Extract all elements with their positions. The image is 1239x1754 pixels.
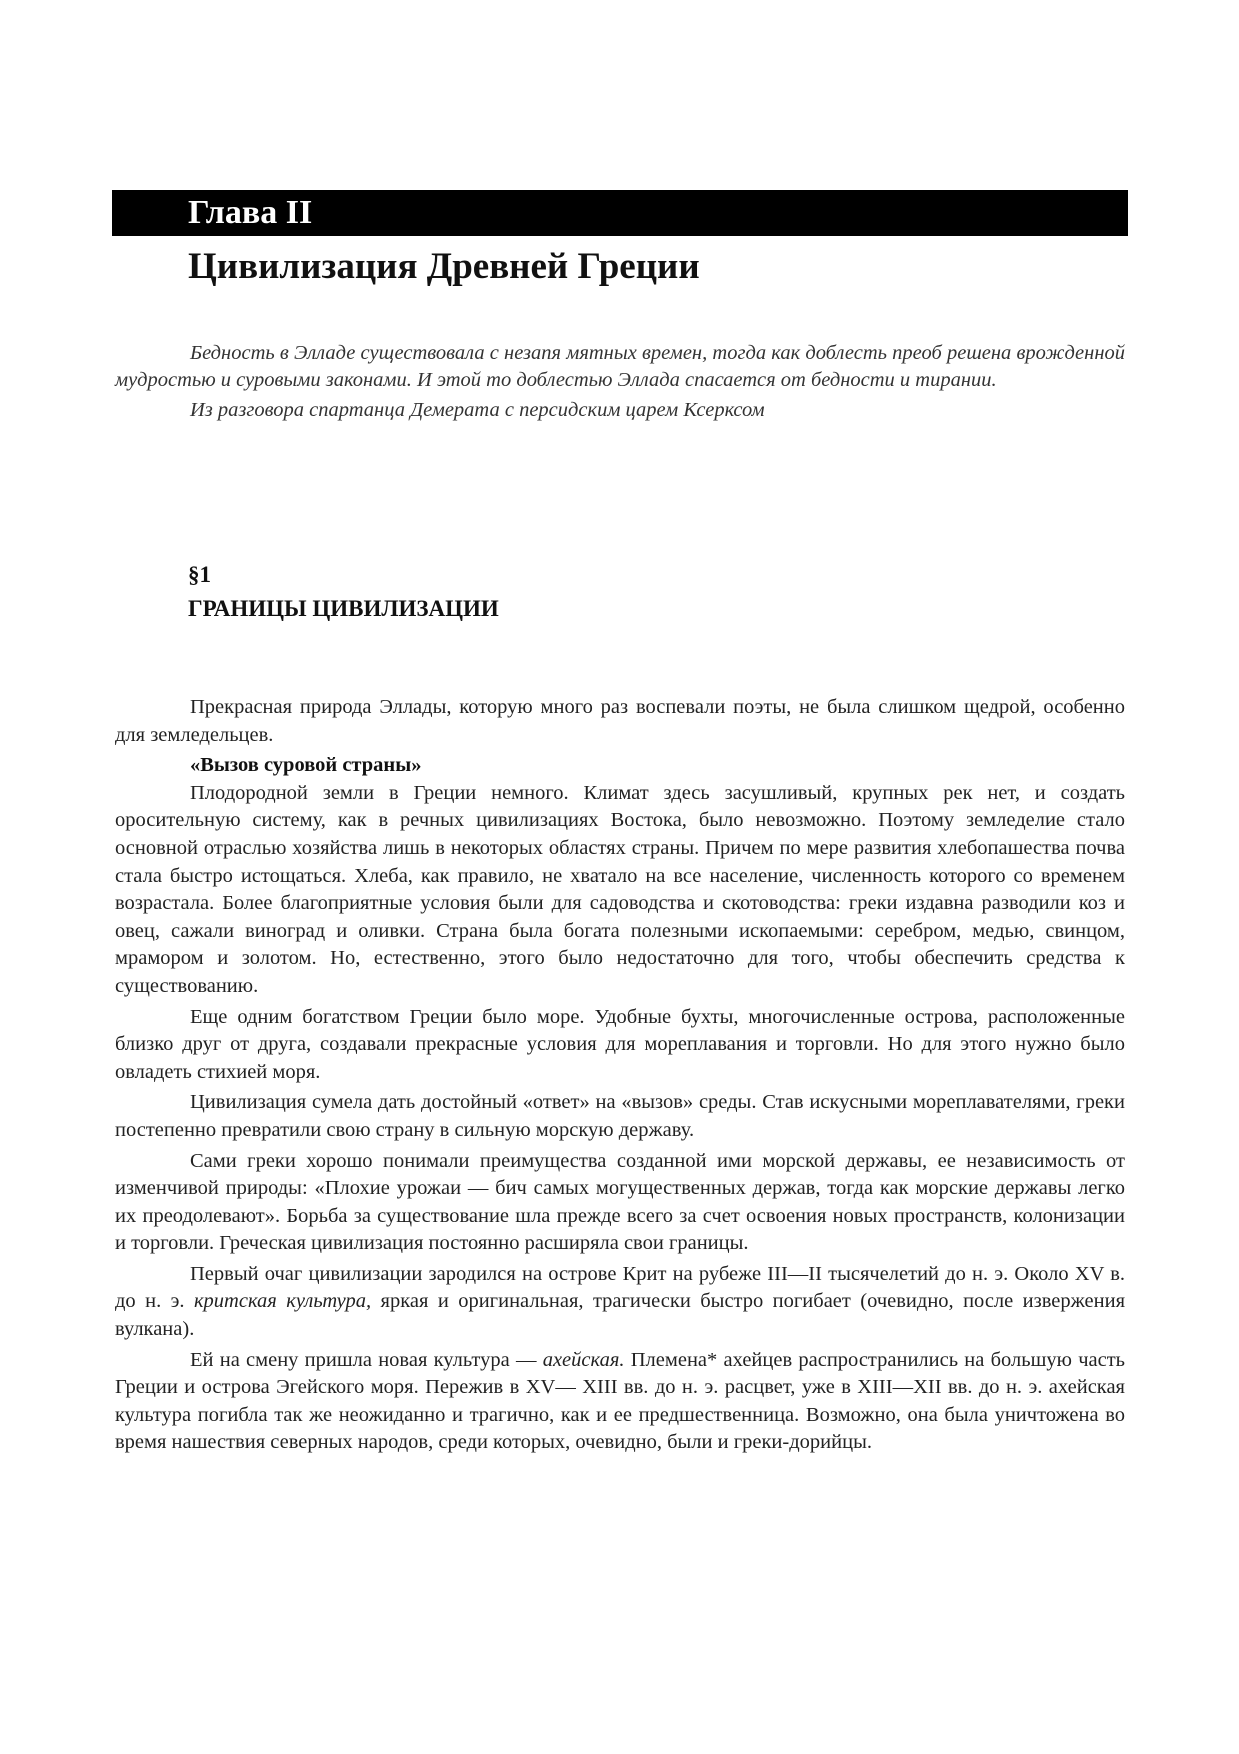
chapter-label: Глава II xyxy=(188,194,313,231)
paragraph: Плодородной земли в Греции немного. Климат здесь засушливый, крупных рек нет, и создать оросительную систему, как в речных цивилизациях Востока, было невозможно. Поэтому земледелие стало основной отраслью хозяйства лишь в некоторых областях страны. Причем по мере развития хлебопашества почва стала быстро истощаться. Хлеба, как правило, не хватало на все население, численность которого со временем возрастала. Более благоприятные условия были для садоводства и скотоводства: греки издавна разводили коз и овец, сажали виноград и оливки. Страна была богата полезными ископаемыми: серебром, медью, свинцом, мрамором и золотом. Но, естественно, этого было недостаточно для того, чтобы обеспечить средства к существованию. xyxy=(115,781,1125,997)
paragraph: Сами греки хорошо понимали преимущества созданной ими морской державы, ее независимость от изменчивой природы: «Плохие урожаи — бич самых могущественных держав, тогда как морские державы легко их преодолевают». Борьба за существование шла прежде всего за счет освоения новых пространств, колонизации и торговли. Греческая цивилизация постоянно расширяла свои границы. xyxy=(115,1149,1125,1255)
paragraph-text: Первый очаг цивилизации зародился на острове Крит на рубеже III—II тысячелетий до н. э. Около XV в. до н. э. xyxy=(115,1262,1125,1313)
body-text xyxy=(115,694,1125,1460)
term-emphasis: ахейская. xyxy=(542,1348,625,1371)
paragraph-intro: Прекрасная природа Эллады, которую много раз воспевали поэты, не была слишком щедрой, особенно для земледельцев. xyxy=(115,696,1125,746)
paragraph xyxy=(115,1261,1125,1344)
term-emphasis: критская культура, xyxy=(193,1290,372,1313)
paragraph: Еще одним богатством Греции было море. Удобные бухты, многочисленные острова, расположенные близко друг от друга, создавали прекрасные условия для мореплавания и торговли. Но для этого нужно было овладеть стихией моря. xyxy=(115,1005,1125,1083)
chapter-title: Цивилизация Древней Греции xyxy=(188,246,700,287)
epigraph-source: Из разговора спартанца Демерата с персидским царем Ксерксом xyxy=(190,399,765,421)
paragraph-text: Племена* ахейцев распространились на большую часть Греции и острова Эгейского моря. Пережив в XV— XIII вв. до н. э. расцвет, уже в XIII—XII вв. до н. э. ахейская культура погибла так же неожиданно и трагично, как и ее предшественница. Возможно, она была уничтожена во время нашествия северных народов, среди которых, очевидно, были и греки-дорийцы. xyxy=(115,1348,1126,1454)
epigraph xyxy=(115,340,1125,424)
subheading: «Вызов суровой страны» xyxy=(190,754,422,777)
paragraph-text: Ей на смену пришла новая культура — xyxy=(190,1348,537,1371)
chapter-header-bar xyxy=(112,190,1128,236)
epigraph-text: Бедность в Элладе существовала с незапя мятных времен, тогда как доблесть преоб решена врожденной мудростью и суровыми законами. И этой то доблестью Эллада спасается от бедности и тирании. xyxy=(115,342,1125,391)
paragraph-text: яркая и оригинальная, трагически быстро погибает (очевидно, после извержения вулкана). xyxy=(115,1290,1126,1341)
section-number: §1 xyxy=(188,562,211,587)
paragraph: Цивилизация сумела дать достойный «ответ» на «вызов» среды. Став искусными мореплавателями, греки постепенно превратили свою страну в сильную морскую державу. xyxy=(115,1091,1125,1141)
section-title: ГРАНИЦЫ ЦИВИЛИЗАЦИИ xyxy=(188,596,499,621)
paragraph xyxy=(115,1347,1125,1457)
